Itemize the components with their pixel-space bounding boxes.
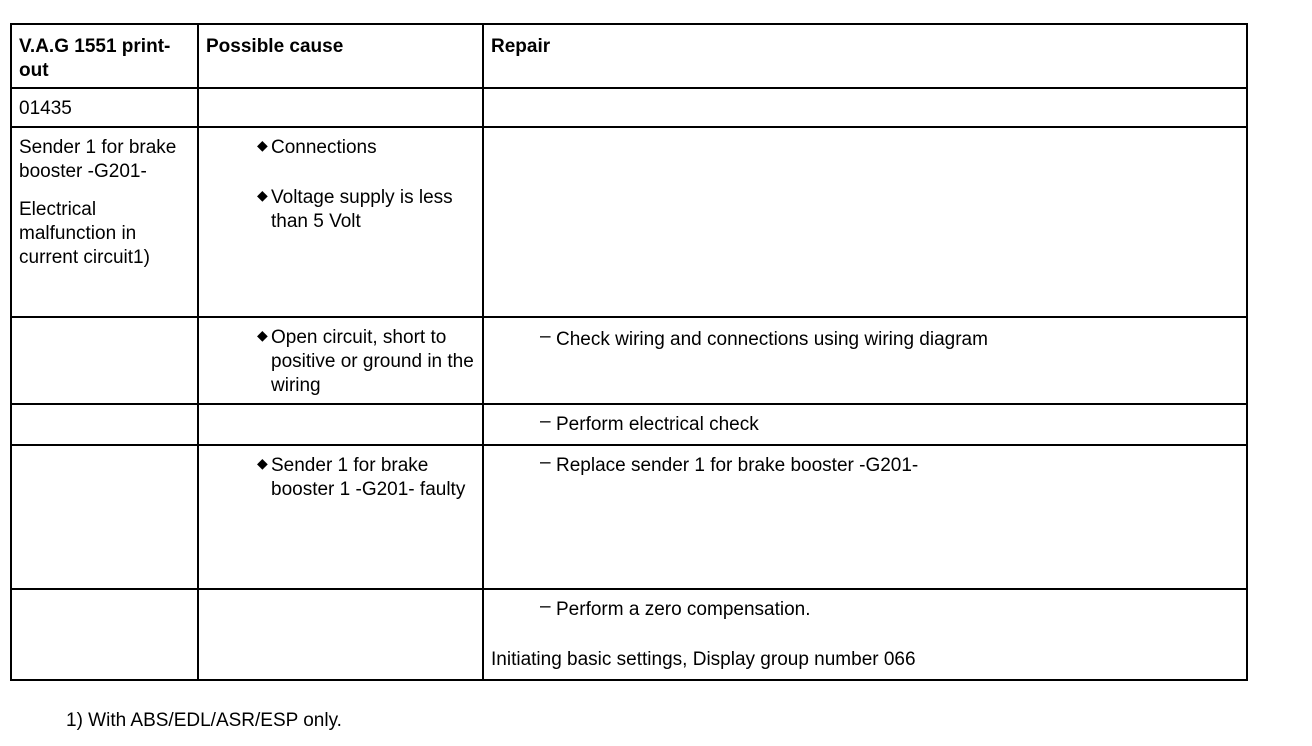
repair-cell bbox=[483, 127, 1247, 317]
repair-step bbox=[540, 452, 1239, 478]
dash-icon: – bbox=[540, 411, 551, 432]
cause-cell bbox=[198, 88, 483, 127]
printout-cell bbox=[11, 317, 198, 404]
cause-cell bbox=[198, 589, 483, 680]
printout-cell bbox=[11, 589, 198, 680]
repair-text: Perform electrical check bbox=[556, 414, 759, 435]
repair-text: Perform a zero compensation. bbox=[556, 599, 811, 620]
repair-cell bbox=[483, 404, 1247, 445]
table-row bbox=[11, 445, 1247, 589]
cause-item bbox=[257, 326, 475, 398]
repair-cell bbox=[483, 317, 1247, 404]
repair-text: Check wiring and connections using wiring diagram bbox=[556, 329, 988, 350]
fault-type: Electrical malfunction in current circuit1) bbox=[19, 199, 150, 268]
repair-cell bbox=[483, 445, 1247, 589]
cause-text: Open circuit, short to positive or ground in the wiring bbox=[271, 327, 474, 396]
cause-item bbox=[257, 136, 475, 160]
table-row bbox=[11, 127, 1247, 317]
printout-cell bbox=[11, 404, 198, 445]
bullet-icon: ◆ bbox=[257, 455, 268, 471]
diagnostic-table bbox=[10, 23, 1248, 681]
table-header-row bbox=[11, 24, 1247, 88]
table-row bbox=[11, 88, 1247, 127]
header-repair: Repair bbox=[483, 24, 1247, 88]
footnote: 1) With ABS/EDL/ASR/ESP only. bbox=[66, 710, 342, 731]
printout-cell bbox=[11, 445, 198, 589]
cause-item bbox=[257, 454, 475, 502]
table-row bbox=[11, 589, 1247, 680]
repair-step bbox=[540, 326, 1239, 352]
bullet-icon: ◆ bbox=[257, 137, 268, 153]
bullet-icon: ◆ bbox=[257, 327, 268, 343]
repair-step bbox=[540, 596, 1239, 622]
header-printout: V.A.G 1551 print-out bbox=[11, 24, 198, 88]
repair-note: Initiating basic settings, Display group number 066 bbox=[491, 649, 916, 670]
cause-text: Connections bbox=[271, 137, 377, 158]
dash-icon: – bbox=[540, 452, 551, 473]
printout-cell bbox=[11, 127, 198, 317]
cause-text: Sender 1 for brake booster 1 -G201- faulty bbox=[271, 455, 466, 500]
cause-cell bbox=[198, 445, 483, 589]
fault-component: Sender 1 for brake booster -G201- bbox=[19, 137, 177, 182]
table-row bbox=[11, 404, 1247, 445]
printout-cell bbox=[11, 88, 198, 127]
cause-cell bbox=[198, 317, 483, 404]
repair-cell bbox=[483, 88, 1247, 127]
dash-icon: – bbox=[540, 326, 551, 347]
header-possible-cause: Possible cause bbox=[198, 24, 483, 88]
cause-item bbox=[257, 186, 475, 234]
table-row bbox=[11, 317, 1247, 404]
cause-cell bbox=[198, 127, 483, 317]
fault-code: 01435 bbox=[19, 98, 72, 119]
cause-text: Voltage supply is less than 5 Volt bbox=[271, 187, 453, 232]
cause-cell bbox=[198, 404, 483, 445]
repair-text: Replace sender 1 for brake booster -G201- bbox=[556, 455, 919, 476]
dash-icon: – bbox=[540, 596, 551, 617]
repair-cell bbox=[483, 589, 1247, 680]
bullet-icon: ◆ bbox=[257, 187, 268, 203]
repair-step bbox=[540, 411, 1239, 437]
